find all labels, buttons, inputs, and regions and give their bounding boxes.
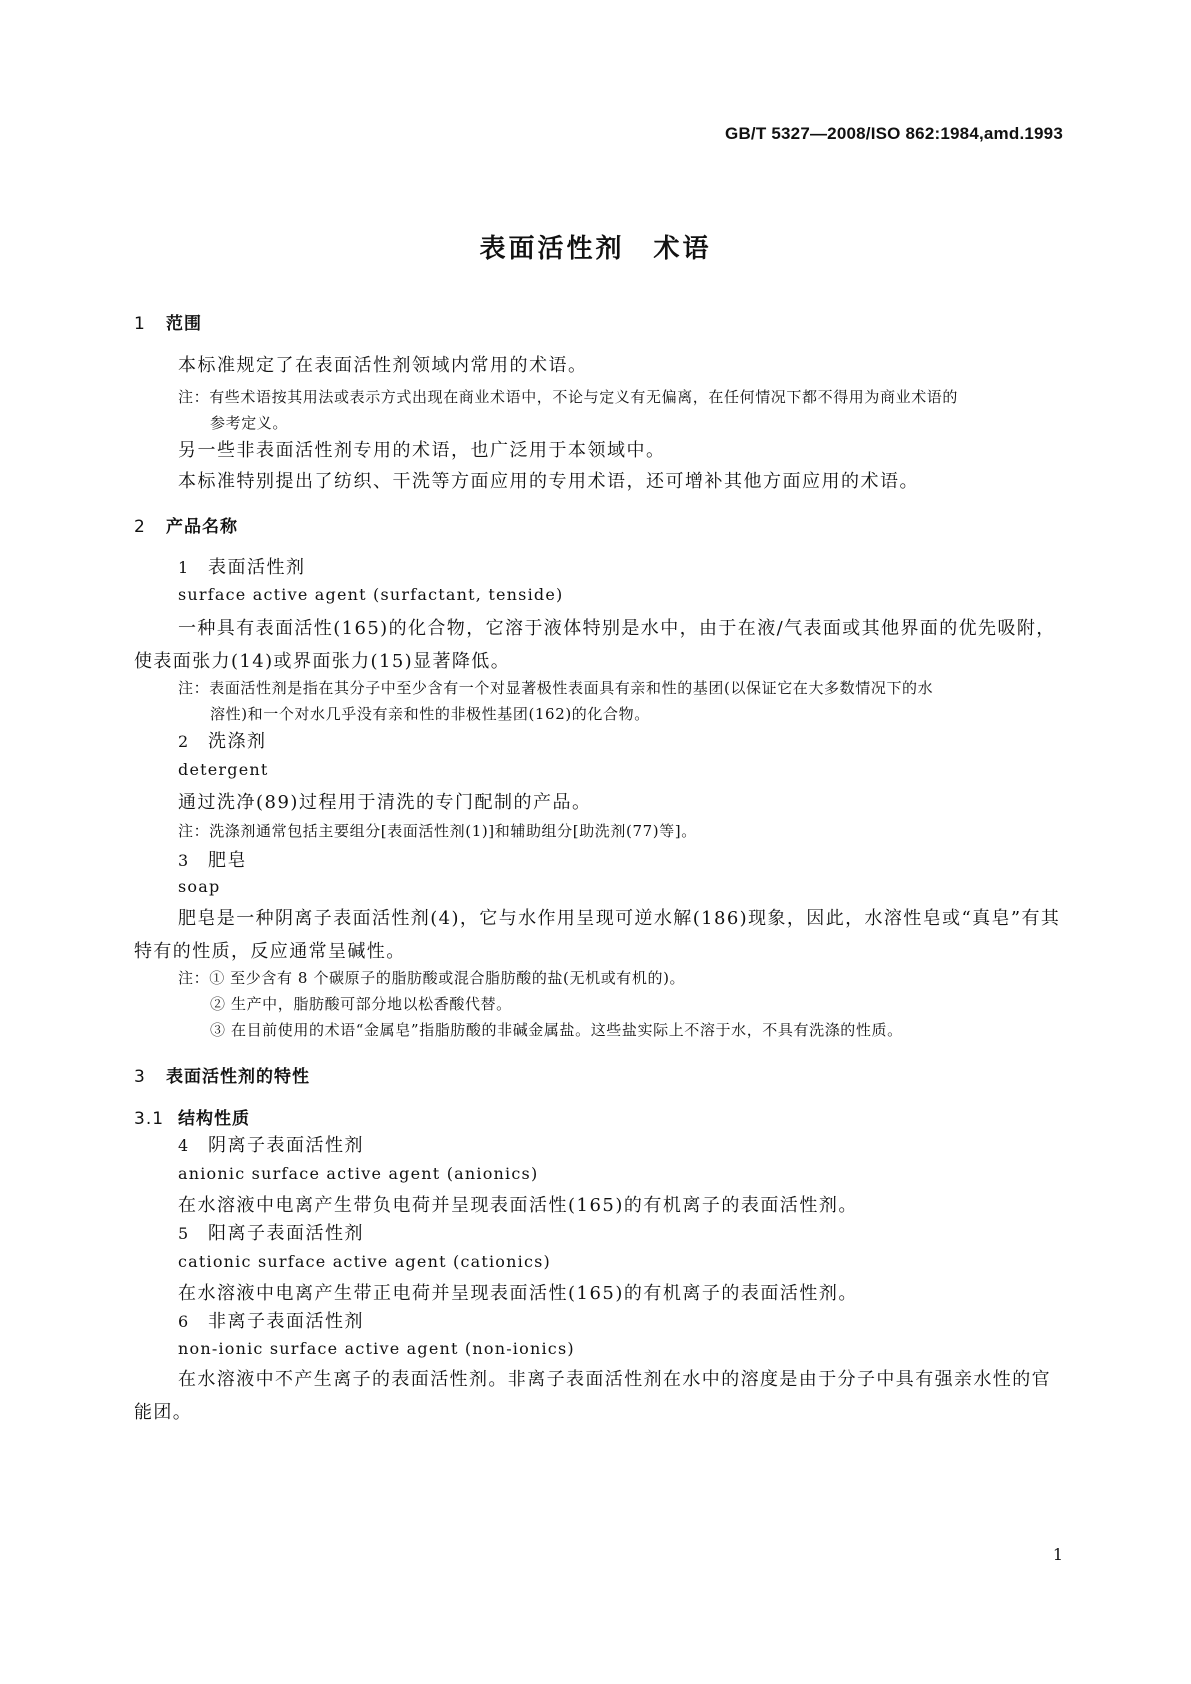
subsection-number: 3.1 (134, 1109, 165, 1129)
term-number: 3 (178, 851, 190, 870)
term-5-heading (178, 1219, 364, 1245)
page-number: 1 (1052, 1545, 1063, 1564)
scope-note-line-1: 注：有些术语按其用法或表示方式出现在商业术语中，不论与定义有无偏离，在任何情况下都不得用为商业术语的 (178, 388, 959, 406)
term-3-note-1: 注：① 至少含有 8 个碳原子的脂肪酸或混合脂肪酸的盐(无机或有机的)。 (178, 969, 686, 987)
term-number: 1 (178, 558, 190, 577)
term-number: 4 (178, 1136, 190, 1155)
scope-paragraph-1: 本标准规定了在表面活性剂领域内常用的术语。 (178, 355, 588, 376)
term-5-english: cationic surface active agent (cationics) (178, 1252, 551, 1271)
term-1-definition: 一种具有表面活性(165)的化合物，它溶于液体特别是水中，由于在液/气表面或其他界面的优先吸附，使表面张力(14)或界面张力(15)显著降低。 (134, 618, 1056, 672)
term-4-heading (178, 1131, 364, 1157)
section-1-heading (134, 309, 202, 334)
subsection-3-1-heading (134, 1104, 250, 1129)
term-name: 阳离子表面活性剂 (208, 1223, 364, 1244)
section-2-heading (134, 512, 238, 537)
term-2-heading (178, 727, 267, 753)
term-name: 肥皂 (208, 850, 247, 871)
term-3-note-3: ③ 在目前使用的术语“金属皂”指脂肪酸的非碱金属盐。这些盐实际上不溶于水，不具有洗涤的性质。 (210, 1021, 903, 1039)
term-3-english: soap (178, 877, 221, 896)
term-5-definition: 在水溶液中电离产生带正电荷并呈现表面活性(165)的有机离子的表面活性剂。 (178, 1283, 858, 1304)
scope-note-line-2: 参考定义。 (210, 414, 289, 432)
term-1-heading (178, 553, 306, 579)
section-number: 3 (134, 1067, 146, 1087)
scope-paragraph-2: 另一些非表面活性剂专用的术语，也广泛用于本领域中。 (178, 440, 666, 461)
term-name: 表面活性剂 (208, 557, 306, 578)
subsection-title: 结构性质 (178, 1109, 250, 1129)
term-1-note-line-1: 注：表面活性剂是指在其分子中至少含有一个对显著极性表面具有亲和性的基团(以保证它在大多数情况下的水 (178, 679, 934, 697)
term-3-definition: 肥皂是一种阴离子表面活性剂(4)，它与水作用呈现可逆水解(186)现象，因此，水溶性皂或“真皂”有其特有的性质，反应通常呈碱性。 (134, 908, 1061, 962)
section-number: 2 (134, 517, 146, 537)
term-2-note: 注：洗涤剂通常包括主要组分[表面活性剂(1)]和辅助组分[助洗剂(77)等]。 (178, 822, 697, 840)
standard-code: GB/T 5327—2008/ISO 862:1984,amd.1993 (725, 124, 1063, 143)
term-4-english: anionic surface active agent (anionics) (178, 1164, 539, 1183)
term-name: 洗涤剂 (208, 731, 267, 752)
term-number: 2 (178, 732, 190, 751)
term-2-english: detergent (178, 760, 269, 779)
document-title: 表面活性剂 术语 (479, 234, 712, 264)
term-6-definition: 在水溶液中不产生离子的表面活性剂。非离子表面活性剂在水中的溶度是由于分子中具有强亲水性的官能团。 (134, 1369, 1051, 1423)
term-6-english: non-ionic surface active agent (non-ionics) (178, 1339, 575, 1358)
term-2-definition: 通过洗净(89)过程用于清洗的专门配制的产品。 (178, 792, 592, 813)
term-6-heading (178, 1307, 364, 1333)
section-title: 产品名称 (166, 517, 238, 537)
term-number: 5 (178, 1224, 190, 1243)
term-4-definition: 在水溶液中电离产生带负电荷并呈现表面活性(165)的有机离子的表面活性剂。 (178, 1195, 858, 1216)
term-3-note-2: ② 生产中，脂肪酸可部分地以松香酸代替。 (210, 995, 512, 1013)
term-number: 6 (178, 1312, 190, 1331)
term-name: 非离子表面活性剂 (208, 1311, 364, 1332)
section-title: 范围 (166, 314, 202, 334)
term-3-heading (178, 846, 247, 872)
term-1-english: surface active agent (surfactant, tenside) (178, 585, 564, 604)
scope-paragraph-3: 本标准特别提出了纺织、干洗等方面应用的专用术语，还可增补其他方面应用的术语。 (178, 471, 919, 492)
section-3-heading (134, 1062, 310, 1087)
term-1-note-line-2: 溶性)和一个对水几乎没有亲和性的非极性基团(162)的化合物。 (210, 705, 650, 723)
section-title: 表面活性剂的特性 (166, 1067, 310, 1087)
section-number: 1 (134, 314, 146, 334)
term-name: 阴离子表面活性剂 (208, 1135, 364, 1156)
